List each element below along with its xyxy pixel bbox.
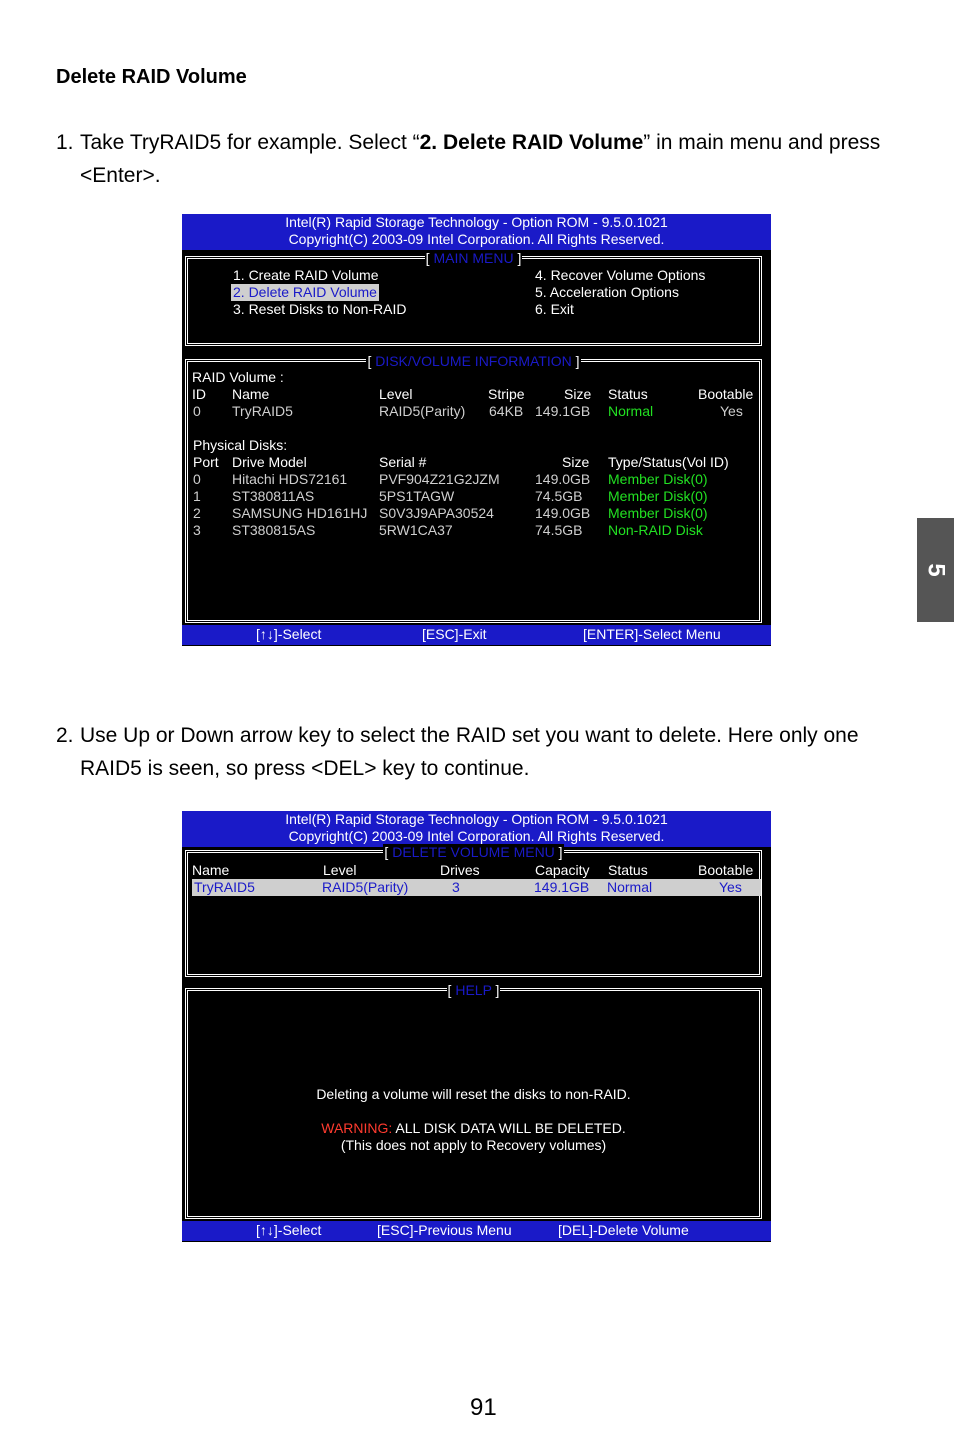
step-2-body: Use Up or Down arrow key to select the RAID set you want to delete. Here only one RAID5 is seen, so press <DEL> key to continue. — [80, 724, 859, 780]
main-menu-panel: [ MAIN MENU ] 1. Create RAID Volume 2. Delete RAID Volume 3. Reset Disks to Non-RAID 4. Recover Volume Options 5. Acceleration Options 6. Exit — [185, 256, 762, 346]
step-2-text — [56, 719, 916, 785]
disk-2-model: SAMSUNG HD161HJ — [232, 505, 368, 521]
disk-3-size: 74.5GB — [535, 522, 583, 538]
help-line-warning — [188, 1120, 759, 1137]
raid-volume-label: RAID Volume : — [192, 369, 284, 385]
bios-screen-main-menu — [182, 214, 771, 646]
disk-header-port: Port — [193, 454, 219, 470]
vol-name: TryRAID5 — [232, 403, 293, 419]
menu-item-recover-volume[interactable]: 4. Recover Volume Options — [535, 267, 706, 283]
disk-1-serial: 5PS1TAGW — [379, 488, 455, 504]
bios-header-line2: Copyright(C) 2003-09 Intel Corporation. All Rights Reserved. — [288, 828, 665, 844]
disk-header-serial: Serial # — [379, 454, 427, 470]
disk-0-port: 0 — [193, 471, 201, 487]
bios-footer — [182, 1221, 771, 1241]
menu-item-exit[interactable]: 6. Exit — [535, 301, 574, 317]
step-1-bold: 2. Delete RAID Volume — [419, 131, 644, 154]
col-header-capacity: Capacity — [535, 862, 590, 878]
footer-select-hint: [↑↓]-Select — [256, 1222, 322, 1238]
row-name: TryRAID5 — [194, 879, 255, 895]
disk-header-model: Drive Model — [232, 454, 307, 470]
help-panel: [ HELP ] Deleting a volume will reset the disks to non-RAID. WARNING: ALL DISK DATA WILL BE DELETED. (This does not apply to Recovery volumes) — [185, 988, 762, 1219]
disk-1-model: ST380811AS — [232, 488, 315, 504]
disk-3-serial: 5RW1CA37 — [379, 522, 453, 538]
chapter-tab — [917, 518, 954, 622]
row-drives: 3 — [452, 879, 460, 895]
vol-id: 0 — [193, 403, 201, 419]
vol-header-size: Size — [564, 386, 592, 402]
disk-volume-info-panel: [ DISK/VOLUME INFORMATION ] RAID Volume : ID Name Level Stripe Size Status Bootable 0 TryRAID5 RAID5(Parity) 64KB 149.1GB Normal Yes Physical Disks: Port Drive Model Serial # Size Type/Status(Vol ID) 0 Hitachi HDS72161 PVF904Z21G2JZM 149.0GB Member Disk(0) 1 ST380811AS 5PS1TAGW 74.5GB Member Disk(0) 2 SAMSUNG HD161HJ S0V3J9APA30524 149.0GB Member Disk(0) 3 ST380815AS 5RW1CA37 74.5GB Non-RAID Disk — [185, 359, 762, 623]
help-line-recovery: (This does not apply to Recovery volumes) — [340, 1137, 607, 1153]
vol-size: 149.1GB — [535, 403, 591, 419]
disk-1-port: 1 — [193, 488, 201, 504]
footer-delete-hint: [DEL]-Delete Volume — [558, 1222, 689, 1238]
step-1-pre: Take TryRAID5 for example. Select “ — [80, 131, 420, 154]
bios-header-line1: Intel(R) Rapid Storage Technology - Option ROM - 9.5.0.1021 — [285, 811, 668, 827]
menu-item-reset-disks[interactable]: 3. Reset Disks to Non-RAID — [233, 301, 407, 317]
col-header-name: Name — [192, 862, 230, 878]
col-header-status: Status — [608, 862, 648, 878]
footer-previous-hint: [ESC]-Previous Menu — [377, 1222, 512, 1238]
vol-header-bootable: Bootable — [698, 386, 754, 402]
disk-header-size: Size — [562, 454, 590, 470]
bios-header-line1: Intel(R) Rapid Storage Technology - Option ROM - 9.5.0.1021 — [285, 214, 668, 230]
vol-stripe: 64KB — [489, 403, 524, 419]
vol-header-status: Status — [608, 386, 648, 402]
vol-header-level: Level — [379, 386, 413, 402]
bios-header — [182, 811, 771, 847]
step-1-text — [56, 126, 916, 192]
disk-3-model: ST380815AS — [232, 522, 316, 538]
disk-0-size: 149.0GB — [535, 471, 591, 487]
physical-disks-label: Physical Disks: — [193, 437, 288, 453]
disk-3-port: 3 — [193, 522, 201, 538]
bios-header-line2: Copyright(C) 2003-09 Intel Corporation. All Rights Reserved. — [288, 231, 665, 247]
help-title: HELP — [455, 982, 492, 998]
delete-volume-title: DELETE VOLUME MENU — [392, 844, 555, 860]
col-header-drives: Drives — [440, 862, 480, 878]
section-heading: Delete RAID Volume — [56, 66, 247, 88]
warning-text: ALL DISK DATA WILL BE DELETED. — [392, 1120, 626, 1136]
step-2-number: 2. — [56, 724, 74, 747]
bios-screen-delete-volume — [182, 811, 771, 1242]
row-status: Normal — [607, 879, 653, 895]
disk-0-model: Hitachi HDS72161 — [232, 471, 348, 487]
disk-2-type: Member Disk(0) — [608, 505, 708, 521]
main-menu-title: MAIN MENU — [433, 250, 514, 266]
step-1-post: ” in main menu and press <Enter>. — [80, 131, 881, 187]
info-panel-title: DISK/VOLUME INFORMATION — [375, 353, 572, 369]
row-capacity: 149.1GB — [534, 879, 590, 895]
disk-0-type: Member Disk(0) — [608, 471, 708, 487]
vol-level: RAID5(Parity) — [379, 403, 466, 419]
volume-row-selected[interactable] — [192, 879, 761, 896]
step-1-number: 1. — [56, 131, 74, 154]
footer-enter-hint: [ENTER]-Select Menu — [583, 626, 721, 642]
warning-label: WARNING: — [321, 1120, 393, 1136]
disk-3-type: Non-RAID Disk — [608, 522, 703, 538]
vol-bootable: Yes — [720, 403, 743, 419]
menu-item-delete-raid[interactable]: 2. Delete RAID Volume — [233, 284, 377, 300]
footer-exit-hint: [ESC]-Exit — [422, 626, 487, 642]
menu-item-acceleration[interactable]: 5. Acceleration Options — [535, 284, 679, 300]
menu-item-create-raid[interactable]: 1. Create RAID Volume — [233, 267, 379, 283]
vol-header-stripe: Stripe — [488, 386, 525, 402]
row-bootable: Yes — [719, 879, 742, 895]
disk-2-size: 149.0GB — [535, 505, 591, 521]
help-line-reset: Deleting a volume will reset the disks to non-RAID. — [316, 1086, 631, 1102]
bios-footer — [182, 625, 771, 645]
disk-2-port: 2 — [193, 505, 201, 521]
col-header-bootable: Bootable — [698, 862, 754, 878]
disk-2-serial: S0V3J9APA30524 — [379, 505, 494, 521]
page-number: 91 — [470, 1394, 497, 1421]
delete-volume-panel: [ DELETE VOLUME MENU ] Name Level Drives Capacity Status Bootable TryRAID5 RAID5(Parity) 3 149.1GB Normal Yes — [185, 850, 762, 977]
col-header-level: Level — [323, 862, 357, 878]
vol-header-name: Name — [232, 386, 270, 402]
vol-status: Normal — [608, 403, 654, 419]
chapter-number: 5 — [922, 563, 950, 577]
footer-select-hint: [↑↓]-Select — [256, 626, 322, 642]
row-level: RAID5(Parity) — [322, 879, 409, 895]
bios-header — [182, 214, 771, 250]
disk-header-type: Type/Status(Vol ID) — [608, 454, 729, 470]
disk-1-size: 74.5GB — [535, 488, 583, 504]
disk-1-type: Member Disk(0) — [608, 488, 708, 504]
vol-header-id: ID — [192, 386, 206, 402]
disk-0-serial: PVF904Z21G2JZM — [379, 471, 500, 487]
